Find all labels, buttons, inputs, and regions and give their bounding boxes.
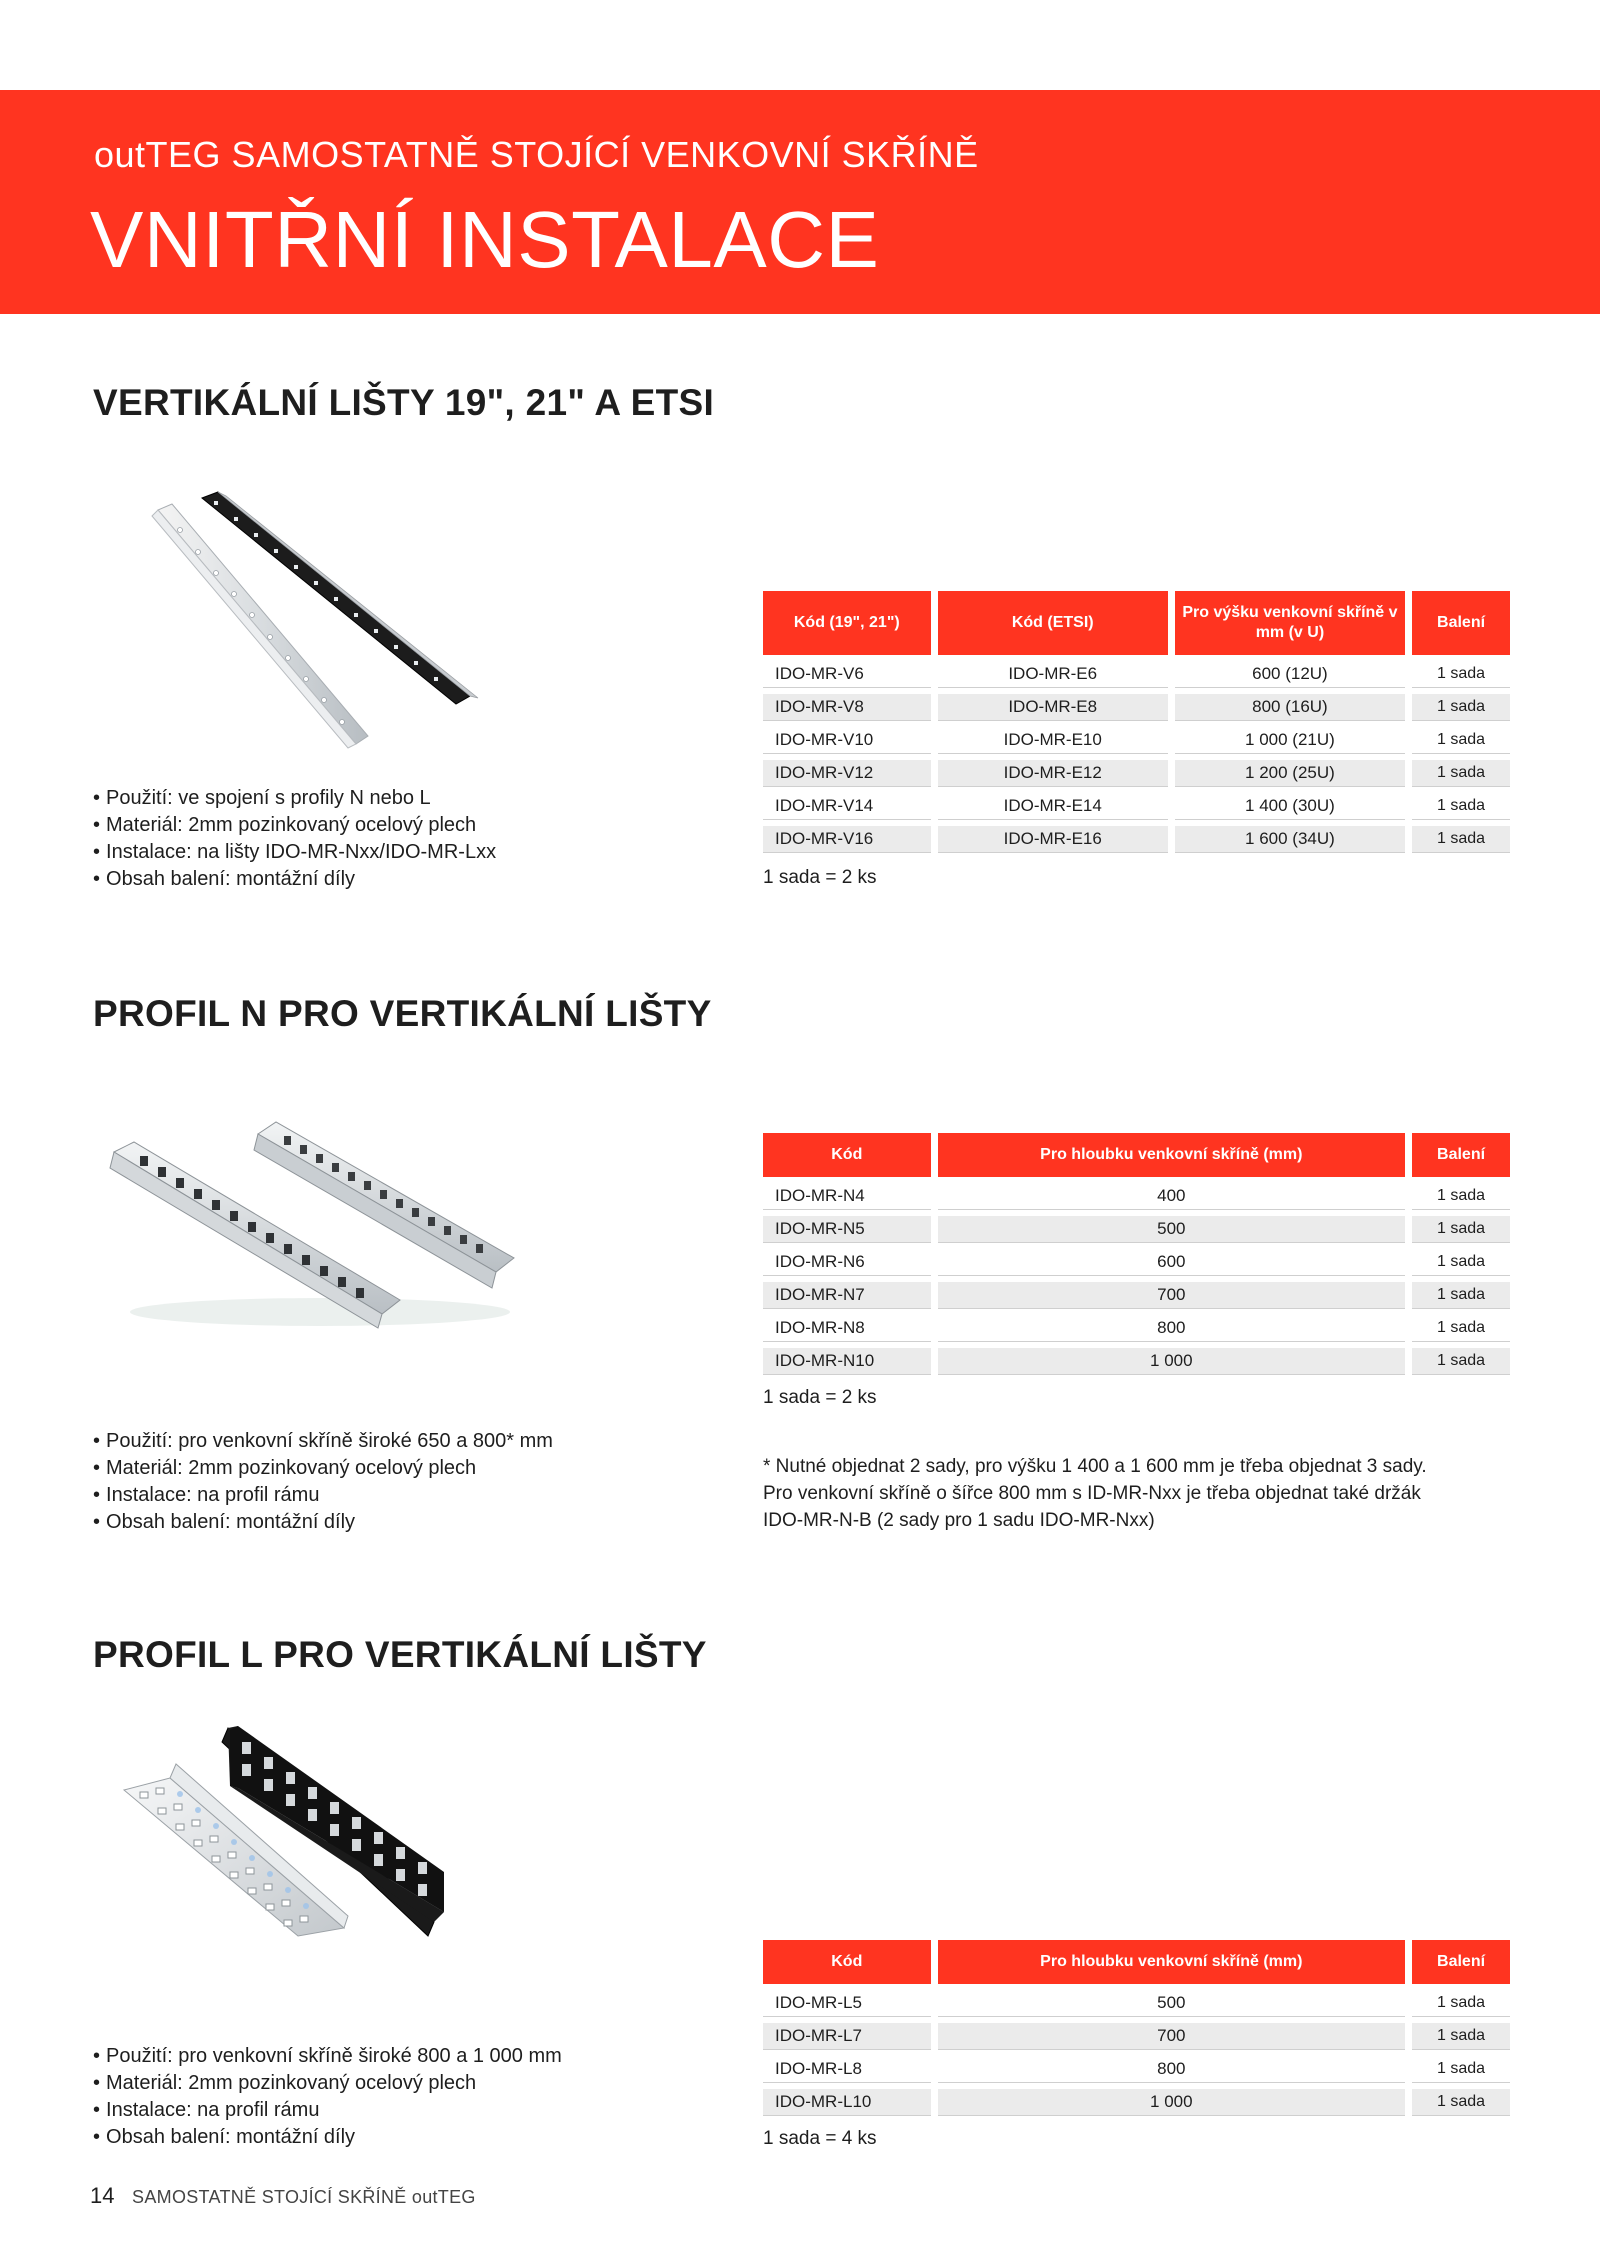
table-cell: IDO-MR-E6 xyxy=(938,661,1168,688)
table-row xyxy=(763,694,1510,721)
page-footer xyxy=(90,2183,476,2209)
feature-item: • Použití: pro venkovní skříně široké 650 a 800* mm xyxy=(93,1428,553,1455)
table-row xyxy=(763,760,1510,787)
table-cell: 600 xyxy=(938,1249,1405,1276)
package-note: 1 sada = 4 ks xyxy=(763,2128,877,2149)
table-cell: 1 sada xyxy=(1412,694,1510,721)
feature-item: • Použití: ve spojení s profily N nebo L xyxy=(93,785,496,812)
table-cell-code: IDO-MR-V6 xyxy=(763,661,931,688)
spec-table-profile-l xyxy=(756,1934,1517,2122)
table-row xyxy=(763,1249,1510,1276)
table-cell-code: IDO-MR-L8 xyxy=(763,2056,931,2083)
table-cell-code: IDO-MR-L7 xyxy=(763,2023,931,2050)
section-title-vertical-rails: VERTIKÁLNÍ LIŠTY 19", 21" A ETSI xyxy=(93,382,715,423)
table-cell: 800 xyxy=(938,1315,1405,1342)
table-cell: 1 000 xyxy=(938,2089,1405,2116)
feature-item: • Obsah balení: montážní díly xyxy=(93,2124,562,2151)
table-cell: 1 sada xyxy=(1412,2089,1510,2116)
table-header: Kód xyxy=(763,1133,931,1177)
table-cell: 1 000 (21U) xyxy=(1175,727,1405,754)
feature-item: • Materiál: 2mm pozinkovaný ocelový plech xyxy=(93,2070,562,2097)
features-list-profile-l xyxy=(93,2043,562,2151)
table-cell: IDO-MR-E10 xyxy=(938,727,1168,754)
page-title: VNITŘNÍ INSTALACE xyxy=(90,195,880,284)
table-cell: 1 sada xyxy=(1412,1183,1510,1210)
table-header: Kód (19", 21") xyxy=(763,591,931,655)
feature-item: • Materiál: 2mm pozinkovaný ocelový plech xyxy=(93,812,496,839)
section-title-profile-l: PROFIL L PRO VERTIKÁLNÍ LIŠTY xyxy=(93,1634,707,1675)
table-cell: 1 sada xyxy=(1412,1990,1510,2017)
table-cell: 1 600 (34U) xyxy=(1175,826,1405,853)
table-header: Balení xyxy=(1412,591,1510,655)
table-cell-code: IDO-MR-V8 xyxy=(763,694,931,721)
table-cell: 400 xyxy=(938,1183,1405,1210)
table-row xyxy=(763,1990,1510,2017)
table-cell: IDO-MR-E14 xyxy=(938,793,1168,820)
header-subtitle: outTEG SAMOSTATNĚ STOJÍCÍ VENKOVNÍ SKŘÍNĚ xyxy=(94,134,979,175)
table-cell: IDO-MR-E16 xyxy=(938,826,1168,853)
table-row xyxy=(763,2056,1510,2083)
table-cell: 1 000 xyxy=(938,1348,1405,1375)
table-row xyxy=(763,727,1510,754)
footnote-line: * Nutné objednat 2 sady, pro výšku 1 400 a 1 600 mm je třeba objednat 3 sady. xyxy=(763,1456,1427,1477)
table-row xyxy=(763,826,1510,853)
table-row xyxy=(763,2023,1510,2050)
feature-item: • Použití: pro venkovní skříně široké 800 a 1 000 mm xyxy=(93,2043,562,2070)
profile-n-image xyxy=(100,1112,520,1342)
table-cell-code: IDO-MR-N5 xyxy=(763,1216,931,1243)
table-row xyxy=(763,1348,1510,1375)
table-header: Kód (ETSI) xyxy=(938,591,1168,655)
table-cell: 1 sada xyxy=(1412,661,1510,688)
table-cell-code: IDO-MR-N6 xyxy=(763,1249,931,1276)
table-cell: 800 (16U) xyxy=(1175,694,1405,721)
feature-item: • Materiál: 2mm pozinkovaný ocelový plech xyxy=(93,1455,553,1482)
feature-item: • Obsah balení: montážní díly xyxy=(93,866,496,893)
table-cell: 1 sada xyxy=(1412,727,1510,754)
header-banner xyxy=(0,90,1600,314)
table-cell: 500 xyxy=(938,1990,1405,2017)
features-list-profile-n xyxy=(93,1428,553,1536)
table-row xyxy=(763,2089,1510,2116)
spec-table-profile-n xyxy=(756,1127,1517,1381)
feature-item: • Instalace: na lišty IDO-MR-Nxx/IDO-MR-Lxx xyxy=(93,839,496,866)
profile-l-image xyxy=(118,1722,458,1942)
table-cell: 700 xyxy=(938,2023,1405,2050)
table-row xyxy=(763,1183,1510,1210)
footnote-line: Pro venkovní skříně o šířce 800 mm s ID-MR-Nxx je třeba objednat také držák xyxy=(763,1483,1421,1504)
footer-text: SAMOSTATNĚ STOJÍCÍ SKŘÍNĚ outTEG xyxy=(132,2187,476,2207)
vertical-rail-image xyxy=(150,486,500,756)
table-cell: 1 200 (25U) xyxy=(1175,760,1405,787)
table-cell: 1 sada xyxy=(1412,2056,1510,2083)
table-cell-code: IDO-MR-N4 xyxy=(763,1183,931,1210)
table-cell: IDO-MR-E8 xyxy=(938,694,1168,721)
table-cell-code: IDO-MR-L10 xyxy=(763,2089,931,2116)
table-header: Pro hloubku venkovní skříně (mm) xyxy=(938,1940,1405,1984)
table-cell-code: IDO-MR-N7 xyxy=(763,1282,931,1309)
footnote-line: IDO-MR-N-B (2 sady pro 1 sadu IDO-MR-Nxx) xyxy=(763,1510,1155,1531)
table-cell: 1 sada xyxy=(1412,1348,1510,1375)
table-cell: IDO-MR-E12 xyxy=(938,760,1168,787)
table-header: Pro hloubku venkovní skříně (mm) xyxy=(938,1133,1405,1177)
feature-item: • Obsah balení: montážní díly xyxy=(93,1509,553,1536)
table-header: Balení xyxy=(1412,1940,1510,1984)
section-title-profile-n: PROFIL N PRO VERTIKÁLNÍ LIŠTY xyxy=(93,993,712,1034)
order-footnote xyxy=(763,1453,1427,1534)
table-row xyxy=(763,1282,1510,1309)
table-cell-code: IDO-MR-V10 xyxy=(763,727,931,754)
feature-item: • Instalace: na profil rámu xyxy=(93,1482,553,1509)
table-cell: 1 sada xyxy=(1412,1249,1510,1276)
feature-item: • Instalace: na profil rámu xyxy=(93,2097,562,2124)
table-cell: 1 400 (30U) xyxy=(1175,793,1405,820)
table-header: Kód xyxy=(763,1940,931,1984)
page-number: 14 xyxy=(90,2183,115,2208)
spec-table-vertical-rails xyxy=(756,585,1517,859)
table-row xyxy=(763,1315,1510,1342)
table-cell-code: IDO-MR-N8 xyxy=(763,1315,931,1342)
table-cell: 1 sada xyxy=(1412,760,1510,787)
table-cell: 600 (12U) xyxy=(1175,661,1405,688)
table-cell: 1 sada xyxy=(1412,2023,1510,2050)
table-header: Balení xyxy=(1412,1133,1510,1177)
table-cell: 1 sada xyxy=(1412,826,1510,853)
table-cell: 1 sada xyxy=(1412,793,1510,820)
table-cell: 700 xyxy=(938,1282,1405,1309)
table-cell-code: IDO-MR-V12 xyxy=(763,760,931,787)
table-cell-code: IDO-MR-N10 xyxy=(763,1348,931,1375)
table-cell: 1 sada xyxy=(1412,1216,1510,1243)
package-note: 1 sada = 2 ks xyxy=(763,1387,877,1408)
table-cell-code: IDO-MR-V16 xyxy=(763,826,931,853)
features-list-vertical-rails xyxy=(93,785,496,893)
table-cell-code: IDO-MR-V14 xyxy=(763,793,931,820)
table-cell-code: IDO-MR-L5 xyxy=(763,1990,931,2017)
table-row xyxy=(763,793,1510,820)
table-row xyxy=(763,661,1510,688)
table-cell: 500 xyxy=(938,1216,1405,1243)
table-header: Pro výšku venkovní skříně v mm (v U) xyxy=(1175,591,1405,655)
table-cell: 1 sada xyxy=(1412,1315,1510,1342)
table-cell: 800 xyxy=(938,2056,1405,2083)
package-note: 1 sada = 2 ks xyxy=(763,867,877,888)
table-cell: 1 sada xyxy=(1412,1282,1510,1309)
table-row xyxy=(763,1216,1510,1243)
